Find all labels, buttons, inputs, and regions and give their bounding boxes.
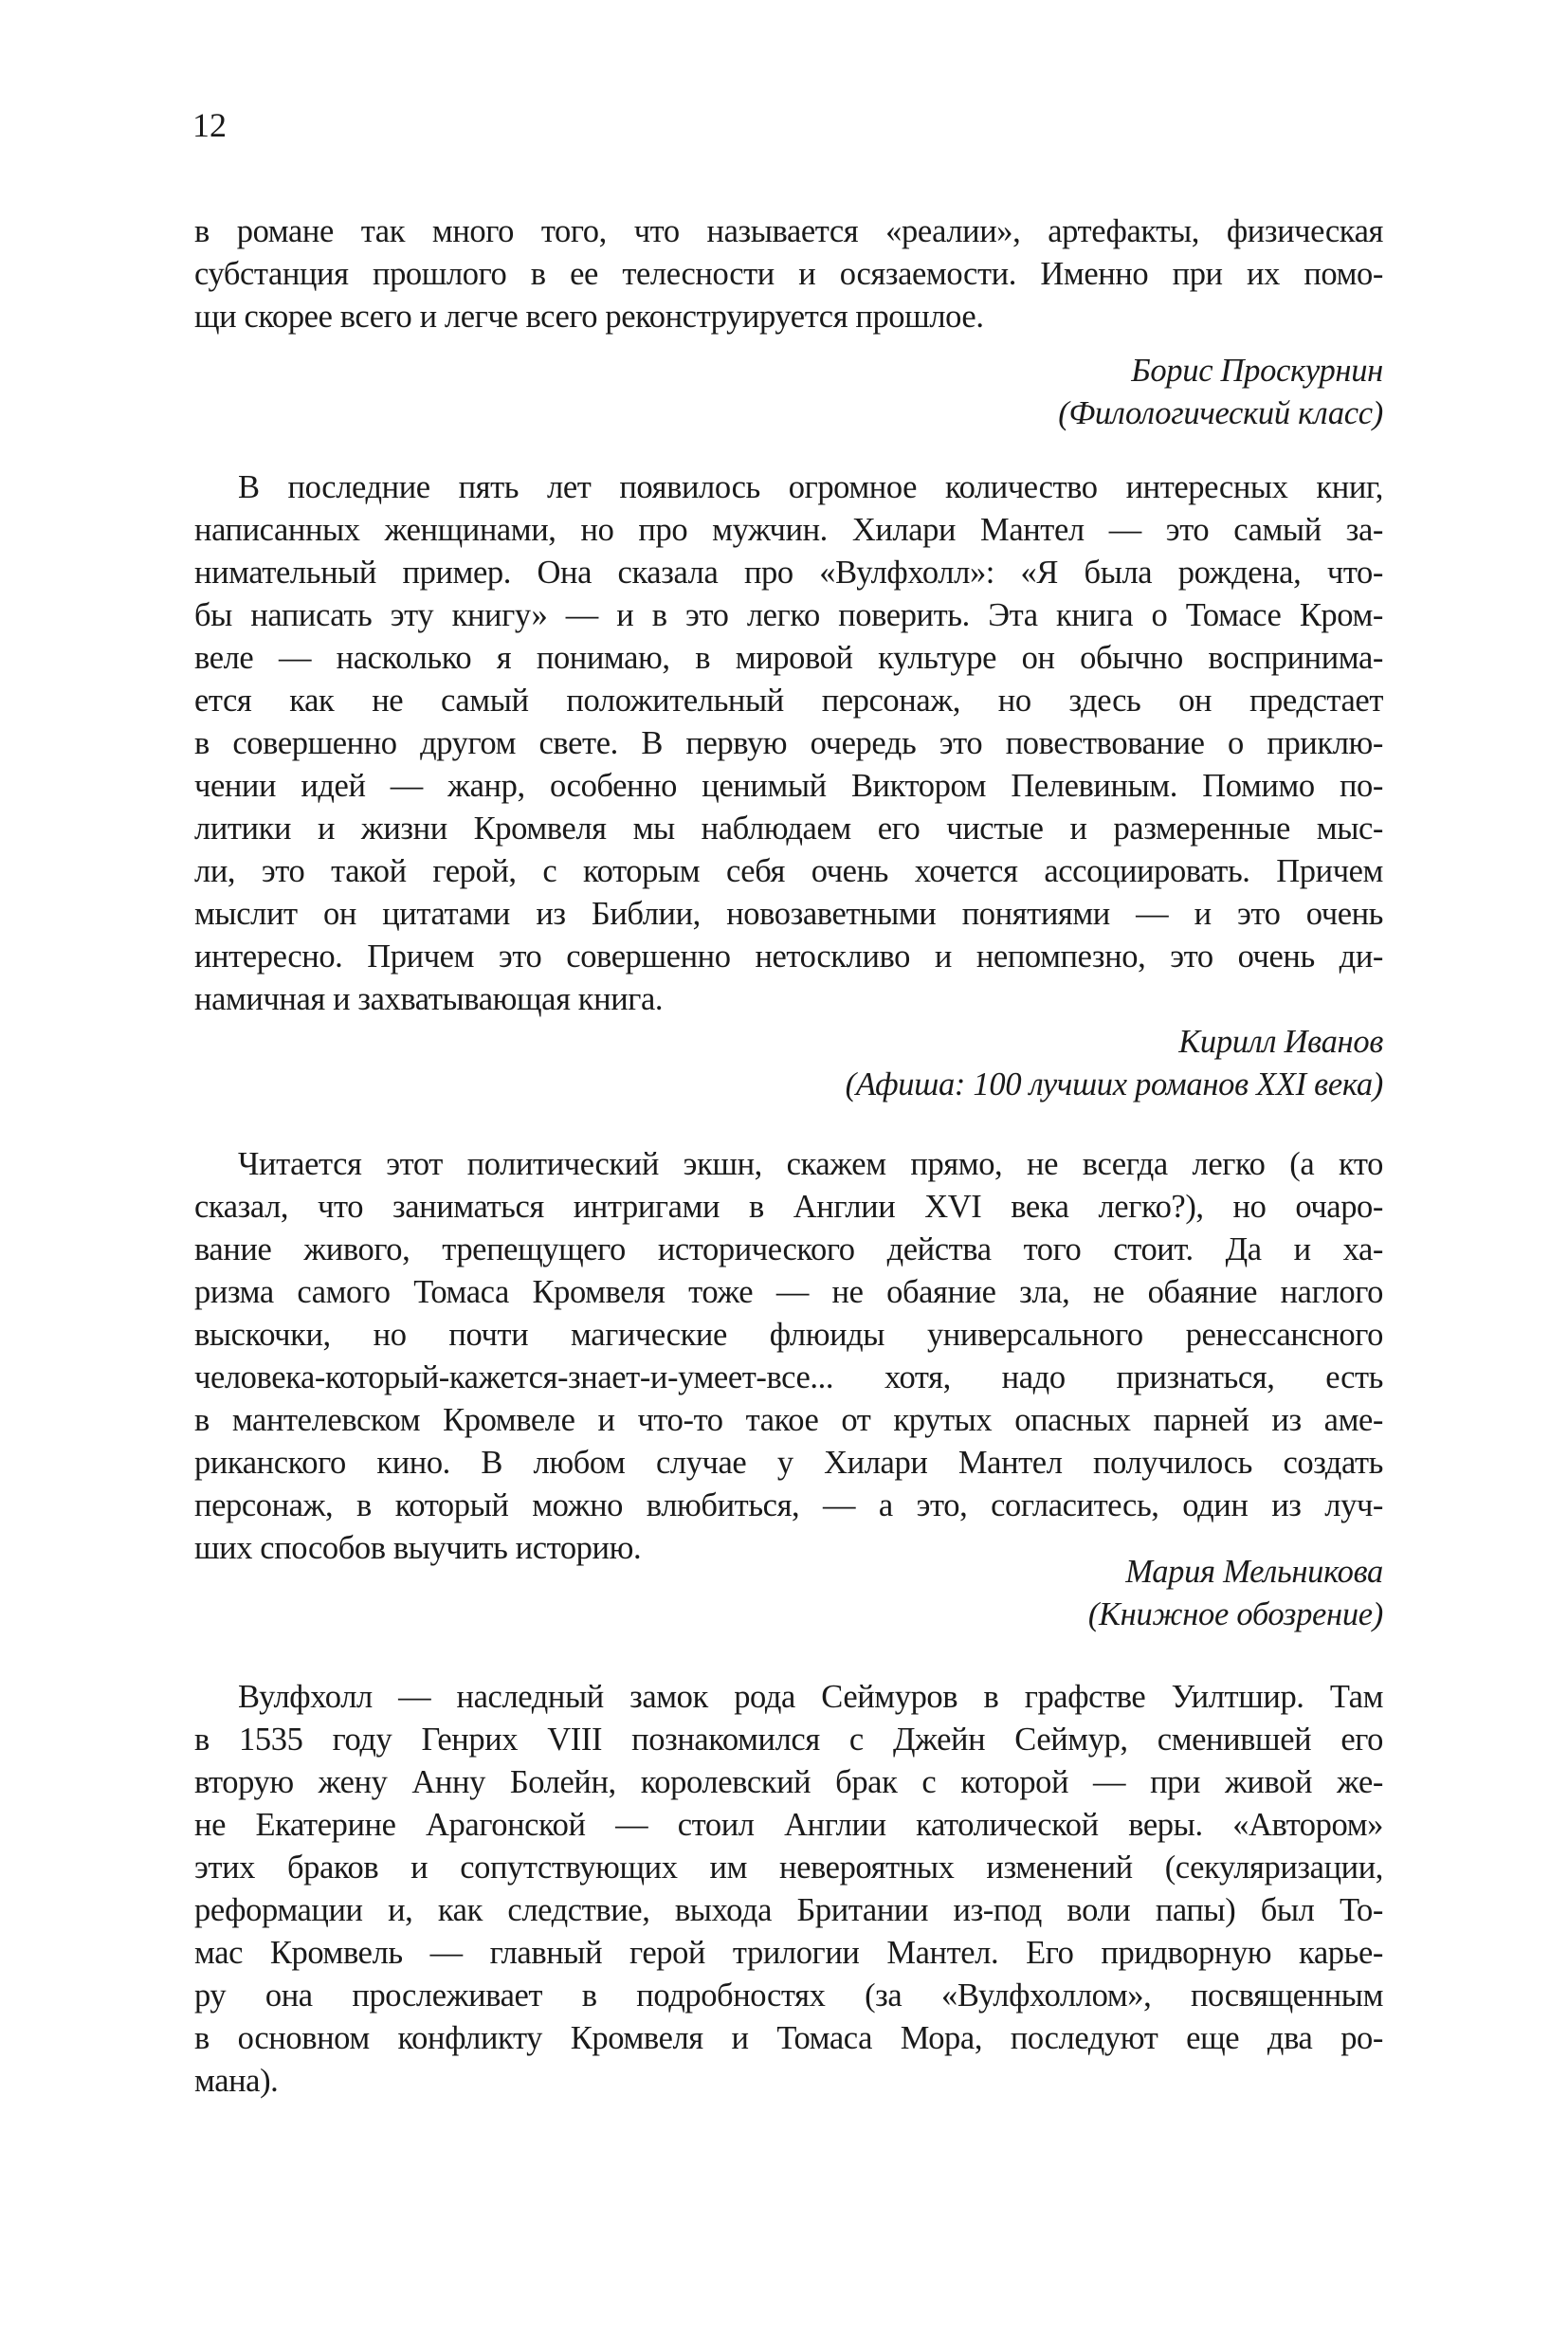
book-description <box>194 1676 1383 2103</box>
quote-author: Борис Проскурнин <box>1131 353 1383 389</box>
text-line: мана). <box>194 2063 279 2099</box>
quote-author: Мария Мельникова <box>1125 1554 1383 1590</box>
text-line: бы написать эту книгу» — и в это легко поверить. Эта книга о Томасе Кром- <box>194 597 1383 633</box>
text-line: в основном конфликту Кромвеля и Томаса Мора, последуют еще два ро- <box>194 2020 1383 2056</box>
text-line: ших способов выучить историю. <box>194 1530 642 1566</box>
text-line: ру она прослеживает в подробностях (за «Вулфхоллом», посвященным <box>194 1977 1383 2014</box>
review-quote-2 <box>194 466 1383 1106</box>
text-line: вание живого, трепещущего исторического действа того стоит. Да и ха- <box>194 1231 1383 1267</box>
text-line: интересно. Причем это совершенно нетоскливо и непомпезно, это очень ди- <box>194 939 1383 975</box>
review-quote-3 <box>194 1143 1383 1636</box>
text-line: в 1535 году Генрих VIII познакомился с Джейн Сеймур, сменившей его <box>194 1722 1383 1758</box>
text-line: человека-который-кажется-знает-и-умеет-все... хотя, надо признаться, есть <box>194 1359 1383 1395</box>
text-line: ли, это такой герой, с которым себя очень хочется ассоциировать. Причем <box>194 853 1383 889</box>
text-line: Читается этот политический экшн, скажем прямо, не всегда легко (а кто <box>238 1146 1383 1182</box>
quote-author: Кирилл Иванов <box>1178 1024 1383 1060</box>
text-line: реформации и, как следствие, выхода Британии из-под воли папы) был То- <box>194 1892 1383 1928</box>
text-line: не Екатерине Арагонской — стоил Англии католической веры. «Автором» <box>194 1807 1383 1843</box>
text-line: риканского кино. В любом случае у Хилари Мантел получилось создать <box>194 1445 1383 1481</box>
text-line: намичная и захватывающая книга. <box>194 981 664 1017</box>
text-line: написанных женщинами, но про мужчин. Хилари Мантел — это самый за- <box>194 512 1383 548</box>
text-line: этих браков и сопутствующих им невероятных изменений (секуляризации, <box>194 1850 1383 1886</box>
page-number: 12 <box>192 106 227 144</box>
review-quote-1 <box>194 210 1383 435</box>
text-line: щи скорее всего и легче всего реконструируется прошлое. <box>194 299 984 335</box>
text-line: литики и жизни Кромвеля мы наблюдаем его чистые и размеренные мыс- <box>194 811 1383 847</box>
text-line: мас Кромвель — главный герой трилогии Мантел. Его придворную карье- <box>194 1935 1383 1971</box>
quote-source: (Афиша: 100 лучших романов XXI века) <box>845 1066 1383 1103</box>
text-line: сказал, что заниматься интригами в Англии XVI века легко?), но очаро- <box>194 1189 1383 1225</box>
text-line: веле — насколько я понимаю, в мировой культуре он обычно воспринима- <box>194 640 1383 676</box>
text-line: нимательный пример. Она сказала про «Вулфхолл»: «Я была рождена, что- <box>194 555 1383 591</box>
text-line: ется как не самый положительный персонаж, но здесь он предстает <box>194 683 1383 719</box>
text-line: чении идей — жанр, особенно ценимый Виктором Пелевиным. Помимо по- <box>194 768 1383 804</box>
text-line: Вулфхолл — наследный замок рода Сеймуров в графстве Уилтшир. Там <box>238 1679 1383 1715</box>
quote-source: (Филологический класс) <box>1058 395 1383 431</box>
text-line: в романе так много того, что называется «реалии», артефакты, физическая <box>194 213 1383 249</box>
quote-source: (Книжное обозрение) <box>1087 1596 1383 1632</box>
text-line: ризма самого Томаса Кромвеля тоже — не обаяние зла, не обаяние наглого <box>194 1274 1383 1310</box>
text-line: персонаж, в который можно влюбиться, — а это, согласитесь, один из луч- <box>194 1487 1383 1523</box>
text-line: в совершенно другом свете. В первую очередь это повествование о приклю- <box>194 725 1383 761</box>
text-line: субстанция прошлого в ее телесности и осязаемости. Именно при их помо- <box>194 256 1383 292</box>
text-line: В последние пять лет появилось огромное количество интересных книг, <box>238 469 1383 505</box>
text-line: мыслит он цитатами из Библии, новозаветными понятиями — и это очень <box>194 896 1383 932</box>
text-line: выскочки, но почти магические флюиды универсального ренессансного <box>194 1317 1383 1353</box>
text-line: вторую жену Анну Болейн, королевский брак с которой — при живой же- <box>194 1764 1383 1800</box>
text-line: в мантелевском Кромвеле и что-то такое от крутых опасных парней из аме- <box>194 1402 1383 1438</box>
